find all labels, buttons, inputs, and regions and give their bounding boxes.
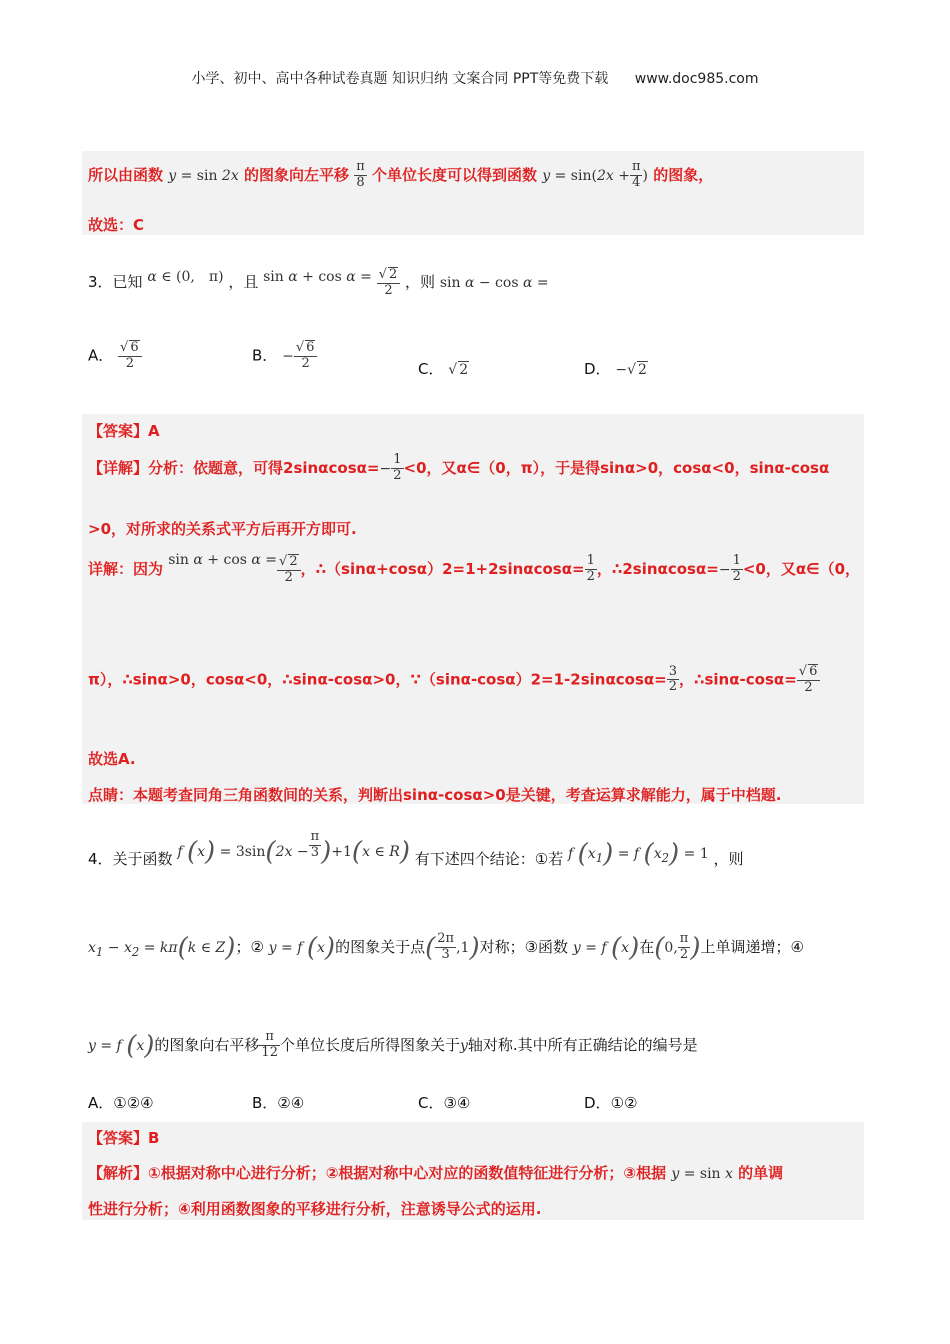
q3-stem: 3．已知 α ∈ (0, π) ，且 sin α + cos α = $\frac{√ 2}{2}$ ，则 sin α − cos α = (88, 266, 549, 298)
q3-note: 点睛：本题考查同角三角函数间的关系，判断出sinα-cosα>0是关键，考查运算求解能力，属于中档题. (88, 786, 782, 804)
q4-stem-line2: $x_1 - x_2 = k\pi(k$ ∈ Z)；② y = f (x)的图象关于点( $\frac{2\pi}{3}$ ,1)对称；③函数 y = f (x)在(0, $\frac{\pi}{2}$ )上单调递增；④ (88, 931, 804, 963)
q3-detail: 详解：因为 sin α + cos α = $\frac{√ 2}{2}$ ，∴（sinα+cosα）2=1+2sinαcosα= $\frac{1}{2}$ ，∴2sinαcosα=− $\frac{1}{2}$ <0，又α∈（0， (88, 552, 861, 585)
q4-analysis-cont: 性进行分析；④利用函数图象的平移进行分析，注意诱导公式的运用. (88, 1200, 542, 1218)
formula-y-sin-2x-pi4: y = sin(2x + (542, 167, 630, 184)
q3-analysis: 【详解】分析：依题意，可得2sinαcosα=− $\frac{1}{2}$ <0，又α∈（0，π），于是得sinα>0，cosα<0，sinα-cosα (88, 452, 830, 483)
q4-option-d[interactable]: D．①② (584, 1094, 638, 1112)
q4-stem-line3: y = f (x)的图象向右平移 $\frac{\pi}{12}$ 个单位长度后所得图象关于y轴对称.其中所有正确结论的编号是 (88, 1029, 698, 1061)
q4-answer: 【答案】B (88, 1129, 160, 1147)
header-text: 小学、初中、高中各种试卷真题 知识归纳 文案合同 PPT等免费下载 (191, 71, 609, 87)
formula-y-sin2x: y = sin 2x (168, 167, 239, 184)
q4-option-b[interactable]: B．②④ (252, 1094, 305, 1112)
q4-option-c[interactable]: C．③④ (418, 1094, 471, 1112)
page-header (0, 68, 950, 88)
prev-choice: 故选：C (88, 216, 145, 234)
q3-option-b[interactable]: B． − $\frac{√ 6}{2}$ (252, 340, 317, 372)
q3-analysis-cont: >0，对所求的关系式平方后再开方即可. (88, 520, 357, 538)
q4-analysis: 【解析】①根据对称中心进行分析；②根据对称中心对应的函数值特征进行分析；③根据 y = sin x 的单调 (88, 1164, 784, 1182)
header-site: www.doc985.com (634, 71, 759, 87)
q4-option-a[interactable]: A．①②④ (88, 1094, 154, 1112)
q3-option-d[interactable]: D． −√ 2 (584, 360, 647, 378)
q3-answer: 【答案】A (88, 422, 160, 440)
prev-line: 所以由函数 y = sin 2x 的图象向左平移 $\frac{\pi}{8}$ 个单位长度可以得到函数 y = sin(2x + $\frac{\pi}{4}$ ) 的图象， (88, 159, 714, 190)
formula-y-sinx: y = sin x (671, 1166, 733, 1182)
frac-pi-8: $\frac{\pi}{8}$ (356, 159, 365, 190)
q3-detail-cont: π），∴sinα>0，cosα<0，∴sinα-cosα>0，∵（sinα-cosα）2=1-2sinαcosα= $\frac{3}{2}$ ，∴sinα-cosα= $\frac{√ 6}{2}$ (88, 664, 820, 696)
q4-stem-line1: 4．关于函数 f (x) = 3sin(2x − $\frac{\pi}{3}$ )+1(x ∈ R) 有下述四个结论：①若 f $(x_1) = f$ $(x_2) = 1$ ，则 (88, 829, 744, 869)
q3-choice: 故选A. (88, 750, 136, 768)
q3-option-c[interactable]: C． √ 2 (418, 360, 469, 378)
q3-option-a[interactable]: A． $\frac{√ 6}{2}$ (88, 340, 142, 372)
